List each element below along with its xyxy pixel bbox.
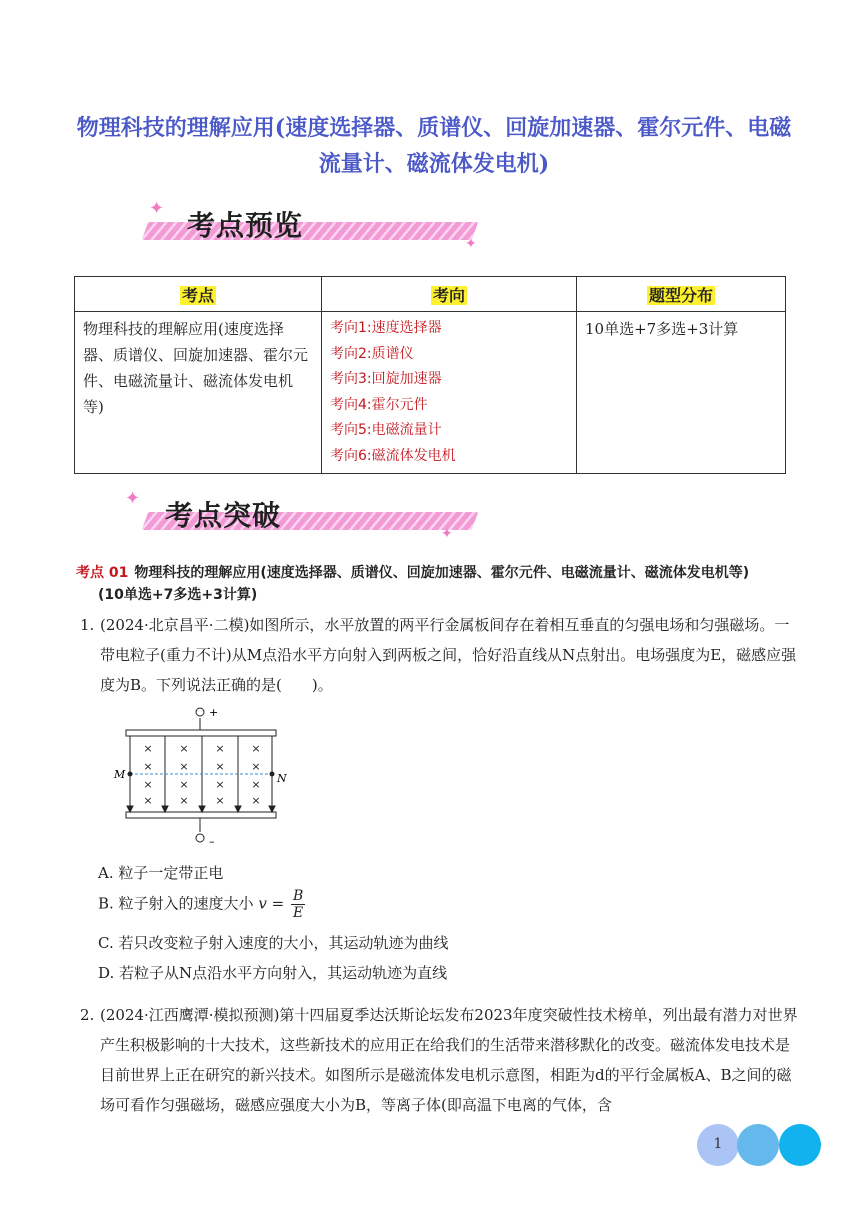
svg-text:×: × [179, 778, 189, 791]
table-cell-topic: 物理科技的理解应用(速度选择器、质谱仪、回旋加速器、霍尔元件、电磁流量计、磁流体发电机等) [75, 312, 322, 474]
svg-text:×: × [143, 760, 153, 773]
svg-text:×: × [215, 760, 225, 773]
svg-text:×: × [179, 742, 189, 755]
question-number: 2. [80, 1006, 95, 1024]
direction-item: 考向4:霍尔元件 [330, 396, 428, 413]
table-header-cell: 考点 [75, 277, 322, 312]
banner-breakthrough [125, 488, 485, 548]
page-indicator [697, 1124, 823, 1166]
table-header-cell: 题型分布 [577, 277, 786, 312]
section-subtitle: (10单选+7多选+3计算) [98, 587, 258, 603]
banner-label: 考点预览 [187, 209, 304, 242]
page-dot [697, 1124, 739, 1166]
direction-item: 考向6:磁流体发电机 [330, 447, 456, 464]
plus-label: + [209, 706, 219, 719]
banner-preview [135, 198, 485, 258]
sparkle-icon: ✦ [441, 526, 453, 542]
svg-text:×: × [251, 760, 261, 773]
svg-text:×: × [215, 742, 225, 755]
top-plate [126, 730, 276, 736]
terminal-minus-icon [196, 834, 204, 842]
velocity-selector-figure [110, 700, 300, 850]
svg-text:×: × [251, 742, 261, 755]
svg-text:×: × [251, 778, 261, 791]
page-dot [779, 1124, 821, 1166]
table-cell-directions [322, 312, 577, 474]
svg-text:×: × [143, 794, 153, 807]
direction-item: 考向3:回旋加速器 [330, 371, 442, 387]
direction-item: 考向1:速度选择器 [330, 320, 442, 336]
option-c: C. 若只改变粒子射入速度的大小，其运动轨迹为曲线 [98, 934, 449, 952]
svg-text:×: × [215, 778, 225, 791]
svg-text:×: × [251, 794, 261, 807]
page-number: 1 [713, 1136, 723, 1152]
option-d: D. 若粒子从N点沿水平方向射入，其运动轨迹为直线 [98, 964, 448, 982]
question-2 [80, 1000, 798, 1120]
question-number: 1. [80, 616, 95, 634]
point-m-label: M [114, 768, 126, 781]
sparkle-icon: ✦ [125, 488, 141, 509]
page-dot [737, 1124, 779, 1166]
table-cell-distribution: 10单选+7多选+3计算 [577, 312, 786, 474]
sparkle-icon: ✦ [465, 236, 477, 252]
svg-text:×: × [215, 794, 225, 807]
svg-text:×: × [143, 742, 153, 755]
banner-label: 考点突破 [165, 499, 282, 532]
svg-text:×: × [179, 760, 189, 773]
section-title: 物理科技的理解应用(速度选择器、质谱仪、回旋加速器、霍尔元件、电磁流量计、磁流体发电机等) [134, 565, 750, 581]
section-tag: 考点 01 [76, 565, 129, 581]
terminal-plus-icon [196, 708, 204, 716]
fraction: $\frac{B}{E}$ [292, 888, 304, 921]
svg-text:×: × [179, 794, 189, 807]
bottom-plate [126, 812, 276, 818]
question-1 [80, 610, 798, 700]
point-n-label: N [277, 772, 287, 785]
question-text: (2024·江西鹰潭·模拟预测)第十四届夏季达沃斯论坛发布2023年度突破性技术榜单，列出最有潜力对世界产生积极影响的十大技术，这些新技术的应用正在给我们的生活带来潜移默化的改变。磁流体发电技术是目前世界上正在研究的新兴技术。如图所示是磁流体发电机示意图，相距为d的平行金属板A、B之间的磁场可看作匀强磁场，磁感应强度大小为B，等离子体(即高温下电离的气体，含 [100, 1006, 798, 1114]
table-header-row [75, 277, 786, 312]
direction-item: 考向2:质谱仪 [330, 345, 414, 362]
page-title: 物理科技的理解应用(速度选择器、质谱仪、回旋加速器、霍尔元件、电磁流量计、磁流体发电机) [76, 115, 792, 177]
table-header-cell: 考向 [322, 277, 577, 312]
option-b: B. 粒子射入的速度大小 v = $\frac{B}{E}$ [98, 888, 304, 921]
direction-item: 考向5:电磁流量计 [330, 422, 442, 438]
table-row [75, 312, 786, 474]
question-text: (2024·北京昌平·二模)如图所示，水平放置的两平行金属板间存在着相互垂直的匀强电场和匀强磁场。一带电粒子(重力不计)从M点沿水平方向射入到两板之间，恰好沿直线从N点射出。电场强度为E，磁感应强度为B。下列说法正确的是( )。 [100, 616, 797, 694]
svg-text:×: × [143, 778, 153, 791]
minus-label: – [209, 835, 215, 848]
sparkle-icon: ✦ [149, 198, 165, 219]
section-heading [76, 562, 806, 606]
overview-table [74, 276, 786, 474]
option-a: A. 粒子一定带正电 [98, 864, 224, 882]
